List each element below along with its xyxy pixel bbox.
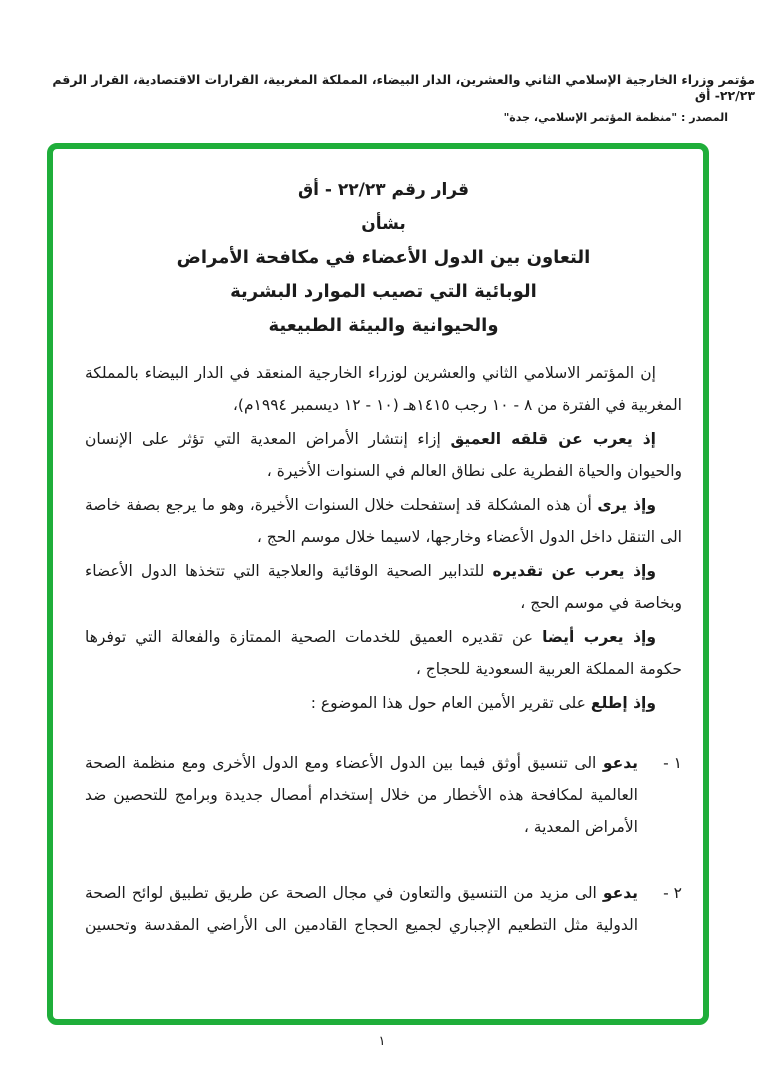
resolution-title	[85, 173, 682, 343]
preamble-paragraph-2	[85, 423, 682, 487]
document-header	[9, 72, 755, 124]
item-lead: يدعو	[602, 884, 638, 902]
paragraph-text: أن هذه المشكلة قد إستفحلت خلال السنوات الأخيرة، وهو ما يرجع بصفة خاصة الى التنقل داخل الدول الأعضاء وخارجها، لاسيما خلال موسم الحج ،	[85, 496, 682, 546]
paragraph-lead: وإذ يعرب عن تقديره	[492, 562, 656, 580]
paragraph-lead: وإذ إطلع	[590, 694, 656, 712]
item-body: الى تنسيق أوثق فيما بين الدول الأعضاء ومع الدول الأخرى ومع منظمة الصحة العالمية لمكافحة هذه الأخطار من خلال إستخدام أمصال جديدة وبرامج للتحصين ضد الأمراض المعدية ،	[85, 754, 638, 836]
paragraph-text: إن المؤتمر الاسلامي الثاني والعشرين لوزراء الخارجية المنعقد في الدار البيضاء بالمملكة المغربية في الفترة من ٨ - ١٠ رجب ١٤١٥هـ (١٠ - ١٢ ديسمبر ١٩٩٤م)،	[85, 364, 682, 414]
page-number: ١	[378, 1034, 386, 1049]
item-lead: يدعو	[602, 754, 638, 772]
operative-items	[85, 747, 682, 941]
paragraph-text: عن تقديره العميق للخدمات الصحية الممتازة والفعالة التي توفرها حكومة المملكة العربية السعودية للحجاج ،	[85, 628, 682, 678]
item-number: ٢ -	[663, 884, 682, 902]
title-line-regarding: بشأن	[361, 214, 406, 234]
paragraph-lead: وإذ يرى	[597, 496, 656, 514]
paragraph-lead: إذ يعرب عن قلقه العميق	[450, 430, 656, 448]
item-body: الى مزيد من التنسيق والتعاون في مجال الصحة عن طريق تطبيق لوائح الصحة الدولية مثل التطعيم الإجباري لجميع الحجاج القادمين الى الأراضي المقدسة وتحسين	[85, 884, 638, 934]
item-text	[85, 877, 638, 941]
paragraph-lead: وإذ يعرب أيضا	[542, 628, 656, 646]
title-line-number: قرار رقم ٢٢/٢٣ - أق	[297, 180, 470, 200]
title-line-subject-2: الوبائية التي تصيب الموارد البشرية	[230, 281, 537, 302]
title-line-subject-3: والحيوانية والبيئة الطبيعية	[268, 315, 499, 336]
paragraph-text: على تقرير الأمين العام حول هذا الموضوع :	[310, 694, 586, 712]
green-frame	[47, 143, 709, 1025]
preamble-paragraph-3	[85, 489, 682, 553]
preamble-paragraph-6	[85, 687, 682, 719]
item-number: ١ -	[663, 754, 682, 772]
preamble-paragraph-4	[85, 555, 682, 619]
header-source: المصدر : "منظمة المؤتمر الإسلامي، جدة"	[503, 111, 728, 124]
preamble-paragraph-5	[85, 621, 682, 685]
paragraph-text: للتدابير الصحية الوقائية والعلاجية التي تتخذها الدول الأعضاء وبخاصة في موسم الحج ،	[85, 562, 682, 612]
resolution-item-2	[85, 877, 682, 941]
resolution-item-1	[85, 747, 682, 843]
header-citation: مؤتمر وزراء الخارجية الإسلامي الثاني والعشرين، الدار البيضاء، المملكة المغربية، القرارات الاقتصادية، القرار الرقم ٢٢/٢٣- أق	[52, 72, 755, 103]
title-line-subject-1: التعاون بين الدول الأعضاء في مكافحة الأمراض	[176, 247, 591, 268]
item-text	[85, 747, 638, 843]
paragraph-text: إزاء إنتشار الأمراض المعدية التي تؤثر على الإنسان والحيوان والحياة الفطرية على نطاق العالم في السنوات الأخيرة ،	[85, 430, 682, 480]
preamble-paragraph-1	[85, 357, 682, 421]
